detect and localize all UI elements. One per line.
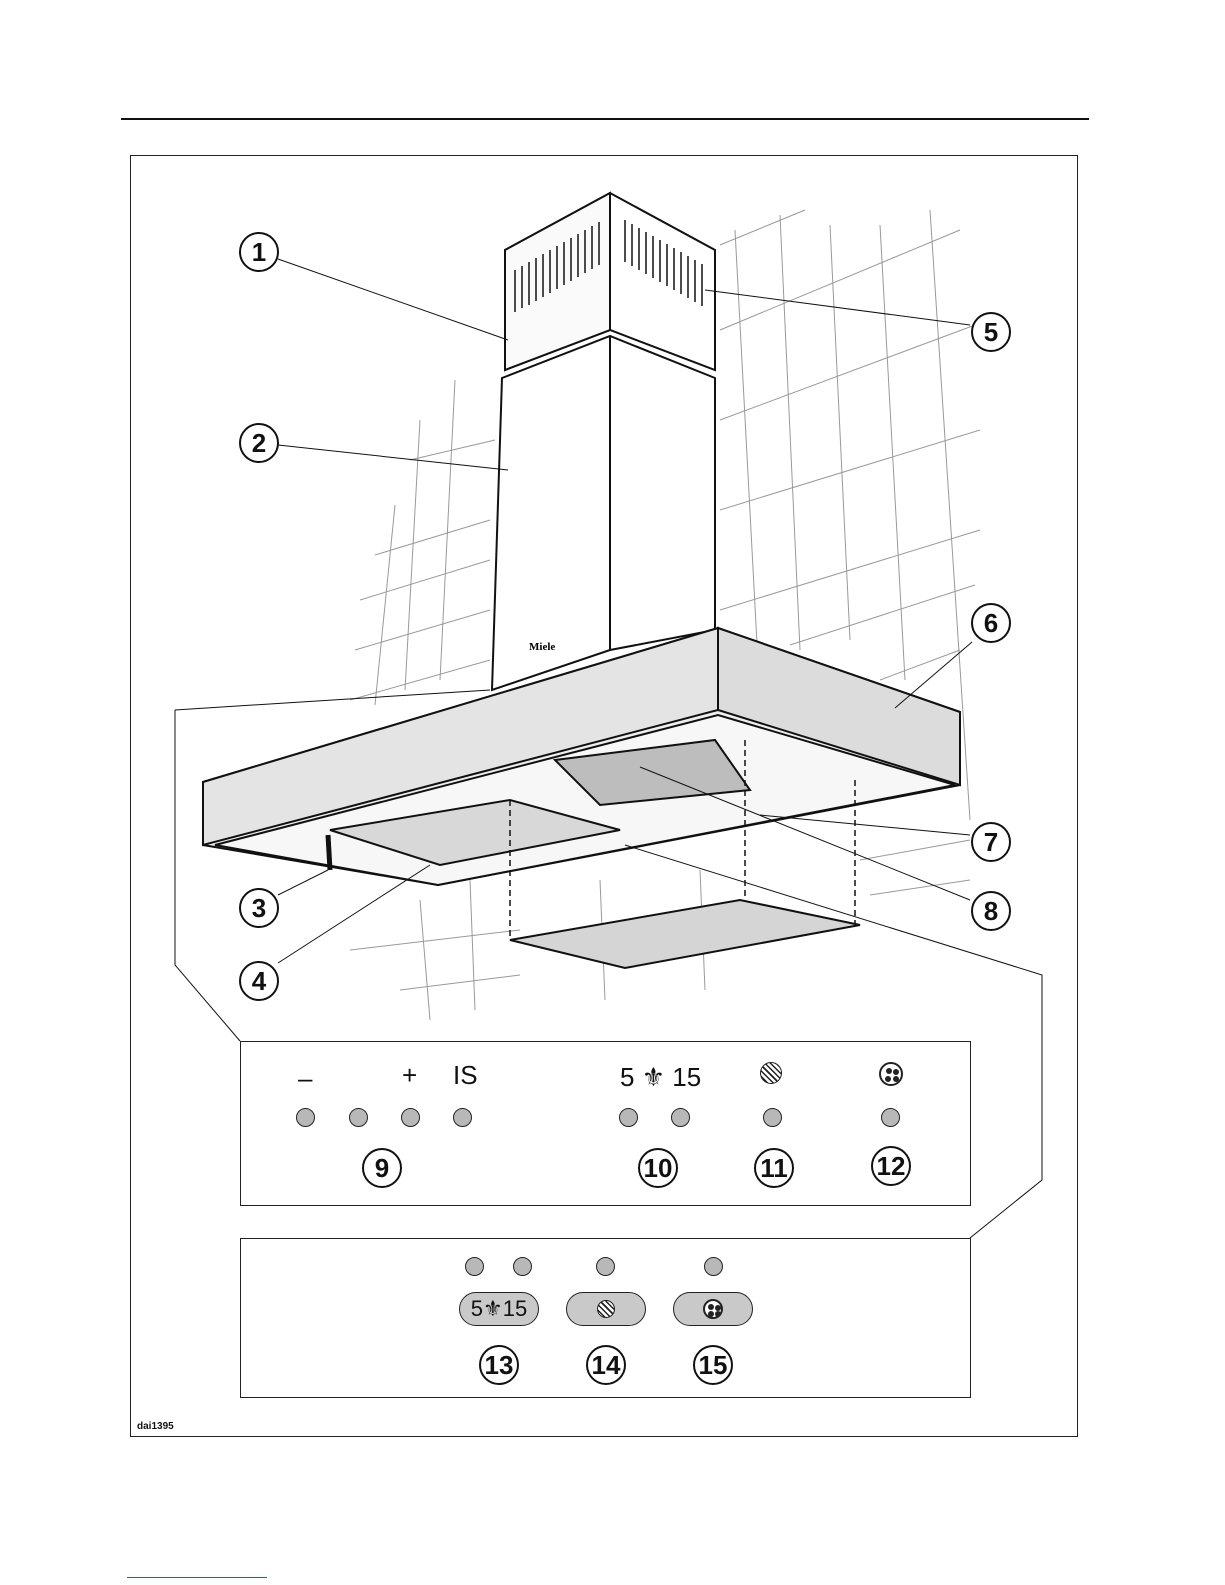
callout-11: 11 [754,1148,794,1188]
callout-3: 3 [239,888,279,928]
button-level-2[interactable] [349,1108,368,1127]
control-panel-b [240,1238,971,1398]
callout-5: 5 [971,312,1011,352]
canopy [203,628,960,885]
grease-filter-icon [760,1062,782,1088]
button-minus[interactable] [296,1108,315,1127]
callout-12: 12 [871,1146,911,1186]
light-led [881,1108,900,1127]
callout-9: 9 [362,1148,402,1188]
minus-symbol: – [298,1063,313,1093]
callout-14: 14 [586,1345,626,1385]
filter-led [596,1257,615,1276]
light-led [704,1257,723,1276]
callout-1: 1 [239,232,279,272]
filter-led [763,1108,782,1127]
callout-4: 4 [239,961,279,1001]
callout-15: 15 [693,1345,733,1385]
callout-13: 13 [479,1345,519,1385]
brand-logo: Miele [529,641,556,653]
button-intensive[interactable] [453,1108,472,1127]
callout-10: 10 [638,1148,678,1188]
grease-filter-button[interactable] [566,1292,646,1326]
plus-symbol: + [402,1060,418,1090]
callout-7: 7 [971,822,1011,862]
intensive-symbol: IS [453,1060,478,1090]
figure-code: dai1395 [137,1421,174,1432]
run-on-led-15 [671,1108,690,1127]
grease-filter-icon [597,1300,615,1318]
run-on-led-5 [619,1108,638,1127]
chimney-lower [492,336,715,690]
run-on-led-5 [465,1257,484,1276]
run-on-timer-button[interactable]: 5 ⚜ 15 [459,1292,539,1326]
light-button[interactable] [673,1292,753,1326]
callout-2: 2 [239,423,279,463]
removed-filter [510,900,860,968]
run-on-timer-symbol: 5 ⚜ 15 [620,1062,702,1092]
fan-icon: ⚜ [641,1062,666,1092]
control-panel-a [240,1041,971,1206]
callout-6: 6 [971,603,1011,643]
button-plus[interactable] [401,1108,420,1127]
footer-link[interactable] [127,1577,267,1578]
light-icon [879,1062,903,1090]
run-on-led-15 [513,1257,532,1276]
fan-icon: ⚜ [483,1296,503,1321]
callout-8: 8 [971,891,1011,931]
light-icon [703,1299,723,1319]
